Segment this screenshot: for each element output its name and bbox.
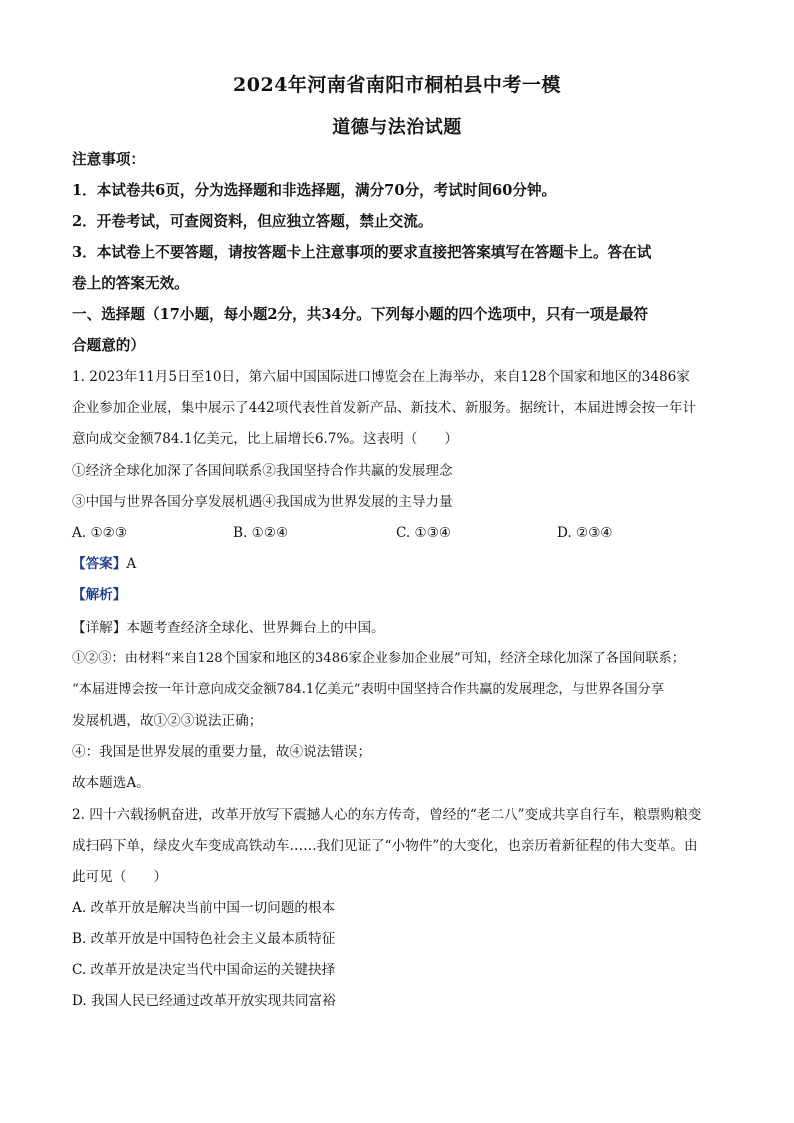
detail-tag: 【详解】 bbox=[72, 620, 127, 636]
option-b: B. ①②④ bbox=[233, 525, 289, 541]
question-stem: 1. 2023年11月5日至10日，第六届中国国际进口博览会在上海举办，来自128个国家和地区的3486家 bbox=[72, 369, 690, 385]
question-statement: ③中国与世界各国分享发展机遇④我国成为世界发展的主导力量 bbox=[72, 494, 453, 510]
question-stem: 企业参加企业展，集中展示了442项代表性首发新产品、新技术、新服务。据统计，本届进博会按一年计 bbox=[72, 400, 697, 416]
option-a: A. 改革开放是解决当前中国一切问题的根本 bbox=[72, 900, 336, 916]
section-heading: 一、选择题（17小题，每小题2分，共34分。下列每小题的四个选项中，只有一项是最符 bbox=[72, 306, 649, 323]
detail-text: ④：我国是世界发展的重要力量，故④说法错误； bbox=[72, 744, 372, 760]
detail-text: ①②③：由材料“来自128个国家和地区的3486家企业参加企业展”可知，经济全球化加深了各国间联系； bbox=[72, 651, 685, 666]
detail-line bbox=[72, 618, 722, 638]
notice-item: 卷上的答案无效。 bbox=[72, 275, 189, 292]
analysis-tag: 【解析】 bbox=[72, 587, 127, 603]
answer-line bbox=[72, 554, 722, 574]
answer-tag: 【答案】 bbox=[72, 556, 127, 572]
question-stem: 意向成交金额784.1亿美元，比上届增长6.7%。这表明（ ） bbox=[72, 431, 459, 447]
notice-item: 2．开卷考试，可查阅资料，但应独立答题，禁止交流。 bbox=[72, 213, 433, 230]
question-stem: 成扫码下单，绿皮火车变成高铁动车……我们见证了“小物件”的大变化，也亲历着新征程的伟大变革。由 bbox=[72, 838, 698, 854]
detail-text: 本题考查经济全球化、世界舞台上的中国。 bbox=[126, 620, 385, 636]
question-statement: ①经济全球化加深了各国间联系②我国坚持合作共赢的发展理念 bbox=[72, 463, 453, 479]
notice-heading: 注意事项： bbox=[72, 151, 145, 168]
page-title: 2024年河南省南阳市桐柏县中考一模 bbox=[233, 74, 561, 96]
option-c: C. 改革开放是决定当代中国命运的关键抉择 bbox=[72, 962, 336, 978]
option-c: C. ①③④ bbox=[396, 525, 452, 541]
detail-text: 发展机遇，故①②③说法正确； bbox=[72, 713, 263, 729]
detail-text: 故本题选A。 bbox=[72, 775, 150, 791]
question-stem: 2. 四十六载扬帆奋进，改革开放写下震撼人心的东方传奇，曾经的“老二八”变成共享自行车，粮票购粮变 bbox=[72, 807, 702, 823]
option-d: D. 我国人民已经通过改革开放实现共同富裕 bbox=[72, 993, 336, 1009]
option-a: A. ①②③ bbox=[72, 525, 128, 541]
detail-text: “本届进博会按一年计意向成交金额784.1亿美元”表明中国坚持合作共赢的发展理念，与世界各国分享 bbox=[72, 682, 664, 697]
page-subtitle: 道德与法治试题 bbox=[332, 117, 462, 138]
analysis-line bbox=[72, 585, 722, 605]
question-stem: 此可见（ ） bbox=[72, 869, 168, 885]
answer-value: A bbox=[126, 556, 137, 572]
option-b: B. 改革开放是中国特色社会主义最本质特征 bbox=[72, 931, 336, 947]
notice-item: 3．本试卷上不要答题，请按答题卡上注意事项的要求直接把答案填写在答题卡上。答在试 bbox=[72, 244, 652, 261]
notice-item: 1．本试卷共6页，分为选择题和非选择题，满分70分，考试时间60分钟。 bbox=[72, 182, 557, 199]
section-heading: 合题意的） bbox=[72, 337, 145, 354]
option-d: D. ②③④ bbox=[557, 525, 613, 541]
